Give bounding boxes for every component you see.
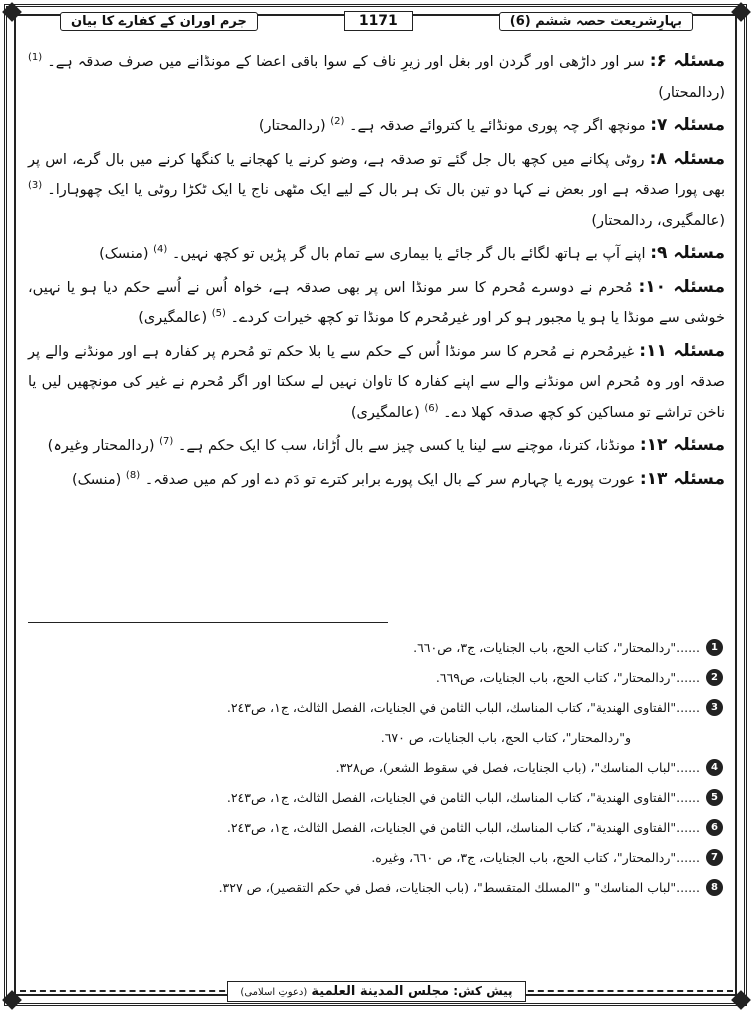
footnotes bbox=[30, 632, 723, 902]
source-citation: (منسک) bbox=[71, 471, 122, 488]
footnote-item bbox=[30, 692, 723, 722]
masala-text: روٹی پکانے میں کچھ بال جل گئے تو صدقہ ہے، وضو کرنے یا کھجانے یا کنگھا کرنے میں بال گرے، اس پر بھی پورا صدقہ ہے اور بعض نے کہا دو تین بال تک ہر بال کے لیے ایک مٹھی ناج یا ایک ٹکڑا روٹی یا ایک چھوہارا۔ bbox=[28, 151, 725, 198]
publisher-sub: (دعوتِ اسلامی) bbox=[240, 986, 308, 998]
masala-paragraph bbox=[28, 144, 725, 237]
footnote-item bbox=[30, 842, 723, 872]
footnote-item bbox=[30, 782, 723, 812]
masala-label: مسئلہ ۱۳: bbox=[639, 468, 725, 489]
footnote-text: ......"الفتاوى الهندية"، كتاب المناسك، الباب الثامن في الجنايات، الفصل الثالث، ج١، ص٢٤٣. bbox=[226, 699, 700, 715]
footnote-text: ......"ردالمحتار"، كتاب الحج، باب الجنايات، ص٦٦٩. bbox=[435, 669, 700, 685]
footnote-item bbox=[30, 872, 723, 902]
page-number: 1171 bbox=[344, 11, 413, 31]
source-citation: (ردالمحتار) bbox=[658, 84, 725, 101]
book-title: بہارِشریعت حصہ ششم (6) bbox=[499, 12, 693, 31]
source-citation: (عالمگیری) bbox=[138, 310, 208, 326]
masala-paragraph bbox=[28, 110, 725, 142]
publisher-prefix: پیش کش: bbox=[453, 983, 513, 998]
masala-label: مسئلہ ۶: bbox=[649, 51, 726, 71]
source-citation: (ردالمحتار وغیرہ) bbox=[47, 438, 155, 454]
page-header bbox=[60, 8, 693, 34]
masala-text: مونچھ اگر چہ پوری مونڈائے یا کتروائے صدقہ ہے۔ bbox=[349, 118, 646, 134]
footnote-number-badge: 2 bbox=[706, 669, 723, 686]
page-footer bbox=[0, 976, 753, 1006]
source-citation: (عالمگیری) bbox=[350, 404, 420, 421]
footnote-text: ......"لباب المناسك"، (باب الجنايات، فصل في سقوط الشعر)، ص٣٢٨. bbox=[335, 759, 700, 775]
masala-text: سر اور داڑھی اور گردن اور بغل اور زیرِ ناف کے سوا باقی اعضا کے مونڈانے میں صرف صدقہ ہے۔ bbox=[47, 54, 645, 70]
masala-paragraph bbox=[28, 336, 725, 429]
footnote-ref[interactable]: (1) bbox=[28, 52, 43, 64]
footnote-text: ......"ردالمحتار"، كتاب الحج، باب الجنايات، ج٣، ص ٦٦٠، وغيره. bbox=[371, 849, 700, 865]
footnote-item bbox=[30, 752, 723, 782]
footnote-separator bbox=[28, 622, 388, 623]
masala-paragraph bbox=[28, 46, 725, 108]
footnote-number-badge: 3 bbox=[706, 699, 723, 716]
footnote-number-badge: 7 bbox=[706, 849, 723, 866]
masala-text: مُحرم نے دوسرے مُحرم کا سر مونڈا اس پر بھی صدقہ ہے، خواہ اُس نے اُسے حکم دیا ہو یا نہیں، خوشی سے مونڈا یا ہو یا مجبور ہو کر اور غیرمُحرم کا مونڈا تو کچھ خیرات کردے۔ bbox=[28, 279, 725, 326]
footnote-continuation bbox=[30, 722, 723, 752]
footnote-number-badge: 5 bbox=[706, 789, 723, 806]
masala-text: مونڈنا، کترنا، موچنے سے لینا یا کسی چیز سے بال اُڑانا، سب کا ایک حکم ہے۔ bbox=[177, 438, 636, 454]
masala-label: مسئلہ ۱۱: bbox=[639, 340, 725, 361]
masala-paragraph bbox=[28, 238, 725, 270]
masala-label: مسئلہ ۱۲: bbox=[639, 435, 725, 455]
masala-label: مسئلہ ۱۰: bbox=[638, 276, 725, 297]
footnote-ref[interactable]: (7) bbox=[159, 436, 174, 448]
footnote-number-badge: 6 bbox=[706, 819, 723, 836]
masala-text: غیرمُحرم نے مُحرم کا سر مونڈا اُس کے حکم سے یا بلا حکم تو مُحرم پر کفارہ ہے اور مونڈنے والے پر صدقہ اور وہ مُحرم اس مونڈنے والے سے اپنے کفارہ کا تاوان نہیں لے سکتا اور اگر مُحرم نے غیر کی مونچھیں لیں یا ناخن تراشے تو مساکین کو کچھ صدقہ کھلا دے۔ bbox=[28, 343, 725, 421]
footnote-number-badge: 1 bbox=[706, 639, 723, 656]
footnote-item bbox=[30, 662, 723, 692]
masala-label: مسئلہ ۷: bbox=[650, 115, 725, 135]
masala-text: اپنے آپ بے ہاتھ لگائے بال گر جائے یا بیماری سے تمام بال گر پڑیں تو کچھ نہیں۔ bbox=[171, 246, 646, 262]
source-citation: (ردالمحتار) bbox=[258, 118, 326, 134]
footnote-ref[interactable]: (4) bbox=[153, 244, 168, 256]
masala-paragraph bbox=[28, 272, 725, 334]
masala-label: مسئلہ ۹: bbox=[650, 243, 725, 263]
footnote-ref[interactable]: (3) bbox=[28, 180, 43, 192]
footnote-text: ......"الفتاوى الهندية"، كتاب المناسك، الباب الثامن في الجنايات، الفصل الثالث، ج١، ص٢٤٣. bbox=[226, 789, 700, 805]
chapter-title: جرم اوران کے کفارے کا بیان bbox=[60, 12, 258, 31]
footnote-text: ......"ردالمحتار"، كتاب الحج، باب الجنايات، ج٣، ص٦٦٠. bbox=[413, 639, 700, 655]
masala-paragraph bbox=[28, 464, 725, 496]
source-citation: (عالمگیری، ردالمحتار) bbox=[591, 212, 725, 229]
footnote-number-badge: 8 bbox=[706, 879, 723, 896]
footnote-text: ......"لباب المناسك" و "المسلك المتقسط"، (باب الجنايات، فصل في حكم التقصير)، ص ٣٢٧. bbox=[218, 879, 700, 895]
footnote-ref[interactable]: (2) bbox=[330, 116, 345, 128]
masala-text: عورت پورے یا چہارم سر کے بال ایک پورے برابر کترے تو دَم دے اور کم میں صدقہ۔ bbox=[144, 471, 636, 488]
main-text bbox=[28, 46, 725, 497]
masala-label: مسئلہ ۸: bbox=[649, 148, 725, 169]
footnote-ref[interactable]: (6) bbox=[424, 402, 439, 414]
footnote-number-badge: 4 bbox=[706, 759, 723, 776]
source-citation: (منسک) bbox=[99, 246, 149, 262]
publisher-credit bbox=[227, 981, 525, 1002]
masala-paragraph bbox=[28, 430, 725, 462]
footnote-text: ......"الفتاوى الهندية"، كتاب المناسك، الباب الثامن في الجنايات، الفصل الثالث، ج١، ص٢٤٣. bbox=[226, 819, 700, 835]
footnote-item bbox=[30, 812, 723, 842]
footnote-item bbox=[30, 632, 723, 662]
publisher-name: مجلس المدينة العلمية bbox=[311, 983, 450, 999]
footnote-text: و"ردالمحتار"، كتاب الحج، باب الجنايات، ص ٦٧٠. bbox=[380, 729, 631, 745]
footnote-ref[interactable]: (8) bbox=[125, 469, 141, 481]
footnote-ref[interactable]: (5) bbox=[211, 308, 226, 320]
